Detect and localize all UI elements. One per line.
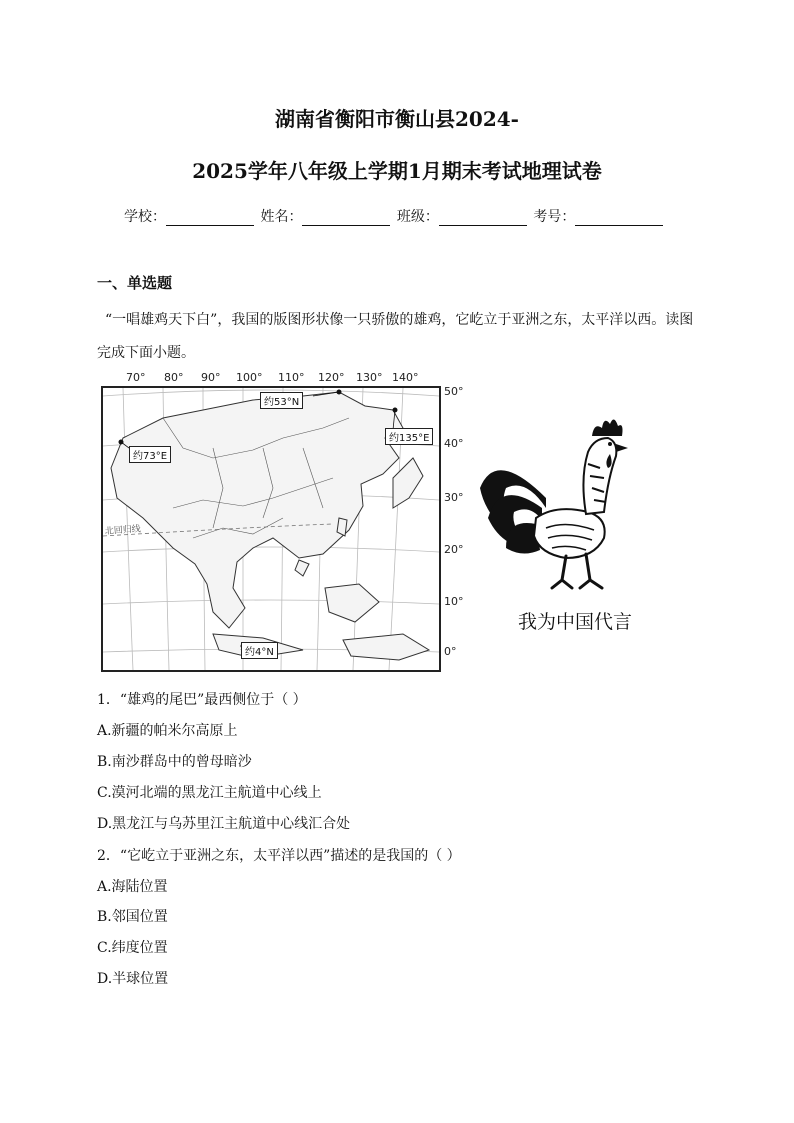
name-field[interactable] — [302, 211, 390, 226]
rooster-comb — [592, 419, 623, 436]
lat-label: 30° — [444, 491, 464, 504]
rooster-beak — [616, 444, 628, 452]
class-label: 班级： — [396, 209, 439, 225]
exam-id-label: 考号： — [533, 209, 576, 225]
lon-label: 90° — [201, 371, 221, 384]
question-1-option-d[interactable]: D.黑龙江与乌苏里江主航道中心线汇合处 — [97, 816, 351, 832]
lon-label: 110° — [278, 371, 305, 384]
school-label: 学校： — [124, 209, 166, 225]
callout-north: 约53°N — [260, 392, 303, 409]
question-2-option-c[interactable]: C.纬度位置 — [97, 940, 168, 956]
china-map — [101, 386, 441, 672]
lon-label: 120° — [318, 371, 345, 384]
school-field[interactable] — [166, 211, 254, 226]
lat-label: 0° — [444, 645, 457, 658]
rooster-eye — [608, 442, 612, 446]
title-line-1: 湖南省衡阳市衡山县2024- — [275, 107, 519, 131]
title-line-2: 2025学年八年级上学期1月期末考试地理试卷 — [192, 159, 602, 183]
question-1-option-c[interactable]: C.漠河北端的黑龙江主航道中心线上 — [97, 785, 322, 801]
exam-id-field[interactable] — [575, 211, 663, 226]
lon-label: 70° — [126, 371, 146, 384]
name-label: 姓名： — [260, 209, 303, 225]
lat-label: 10° — [444, 595, 464, 608]
class-field[interactable] — [439, 211, 527, 226]
rooster-neck — [583, 438, 616, 514]
question-1-stem: 1．“雄鸡的尾巴”最西侧位于（ ） — [97, 692, 307, 708]
callout-west: 约73°E — [129, 446, 171, 463]
callout-east: 约135°E — [385, 428, 433, 445]
question-2-option-b[interactable]: B.邻国位置 — [97, 909, 168, 925]
question-2-option-d[interactable]: D.半球位置 — [97, 971, 169, 987]
lat-label: 50° — [444, 385, 464, 398]
tropic-label: 北回归线 — [104, 524, 142, 537]
student-info-row — [124, 206, 665, 226]
question-1-option-a[interactable]: A.新疆的帕米尔高原上 — [97, 723, 238, 739]
question-1-option-b[interactable]: B.南沙群岛中的曾母暗沙 — [97, 754, 252, 770]
rooster-body — [534, 509, 605, 558]
rooster-illustration — [476, 408, 636, 598]
question-intro: “一唱雄鸡天下白”，我国的版图形状像一只骄傲的雄鸡，它屹立于亚洲之东，太平洋以西。读图完成下面小题。 — [97, 312, 694, 361]
callout-south: 约4°N — [241, 642, 278, 659]
section-title: 一、单选题 — [97, 274, 173, 292]
rooster-legs — [552, 554, 602, 588]
lat-label: 20° — [444, 543, 464, 556]
lon-label: 140° — [392, 371, 419, 384]
figure-caption: 我为中国代言 — [518, 611, 633, 633]
question-2-option-a[interactable]: A.海陆位置 — [97, 879, 168, 895]
lon-label: 100° — [236, 371, 263, 384]
lon-label: 130° — [356, 371, 383, 384]
landmass — [111, 392, 429, 660]
question-2-stem: 2．“它屹立于亚洲之东，太平洋以西”描述的是我国的（ ） — [97, 848, 461, 864]
lon-label: 80° — [164, 371, 184, 384]
lat-label: 40° — [444, 437, 464, 450]
